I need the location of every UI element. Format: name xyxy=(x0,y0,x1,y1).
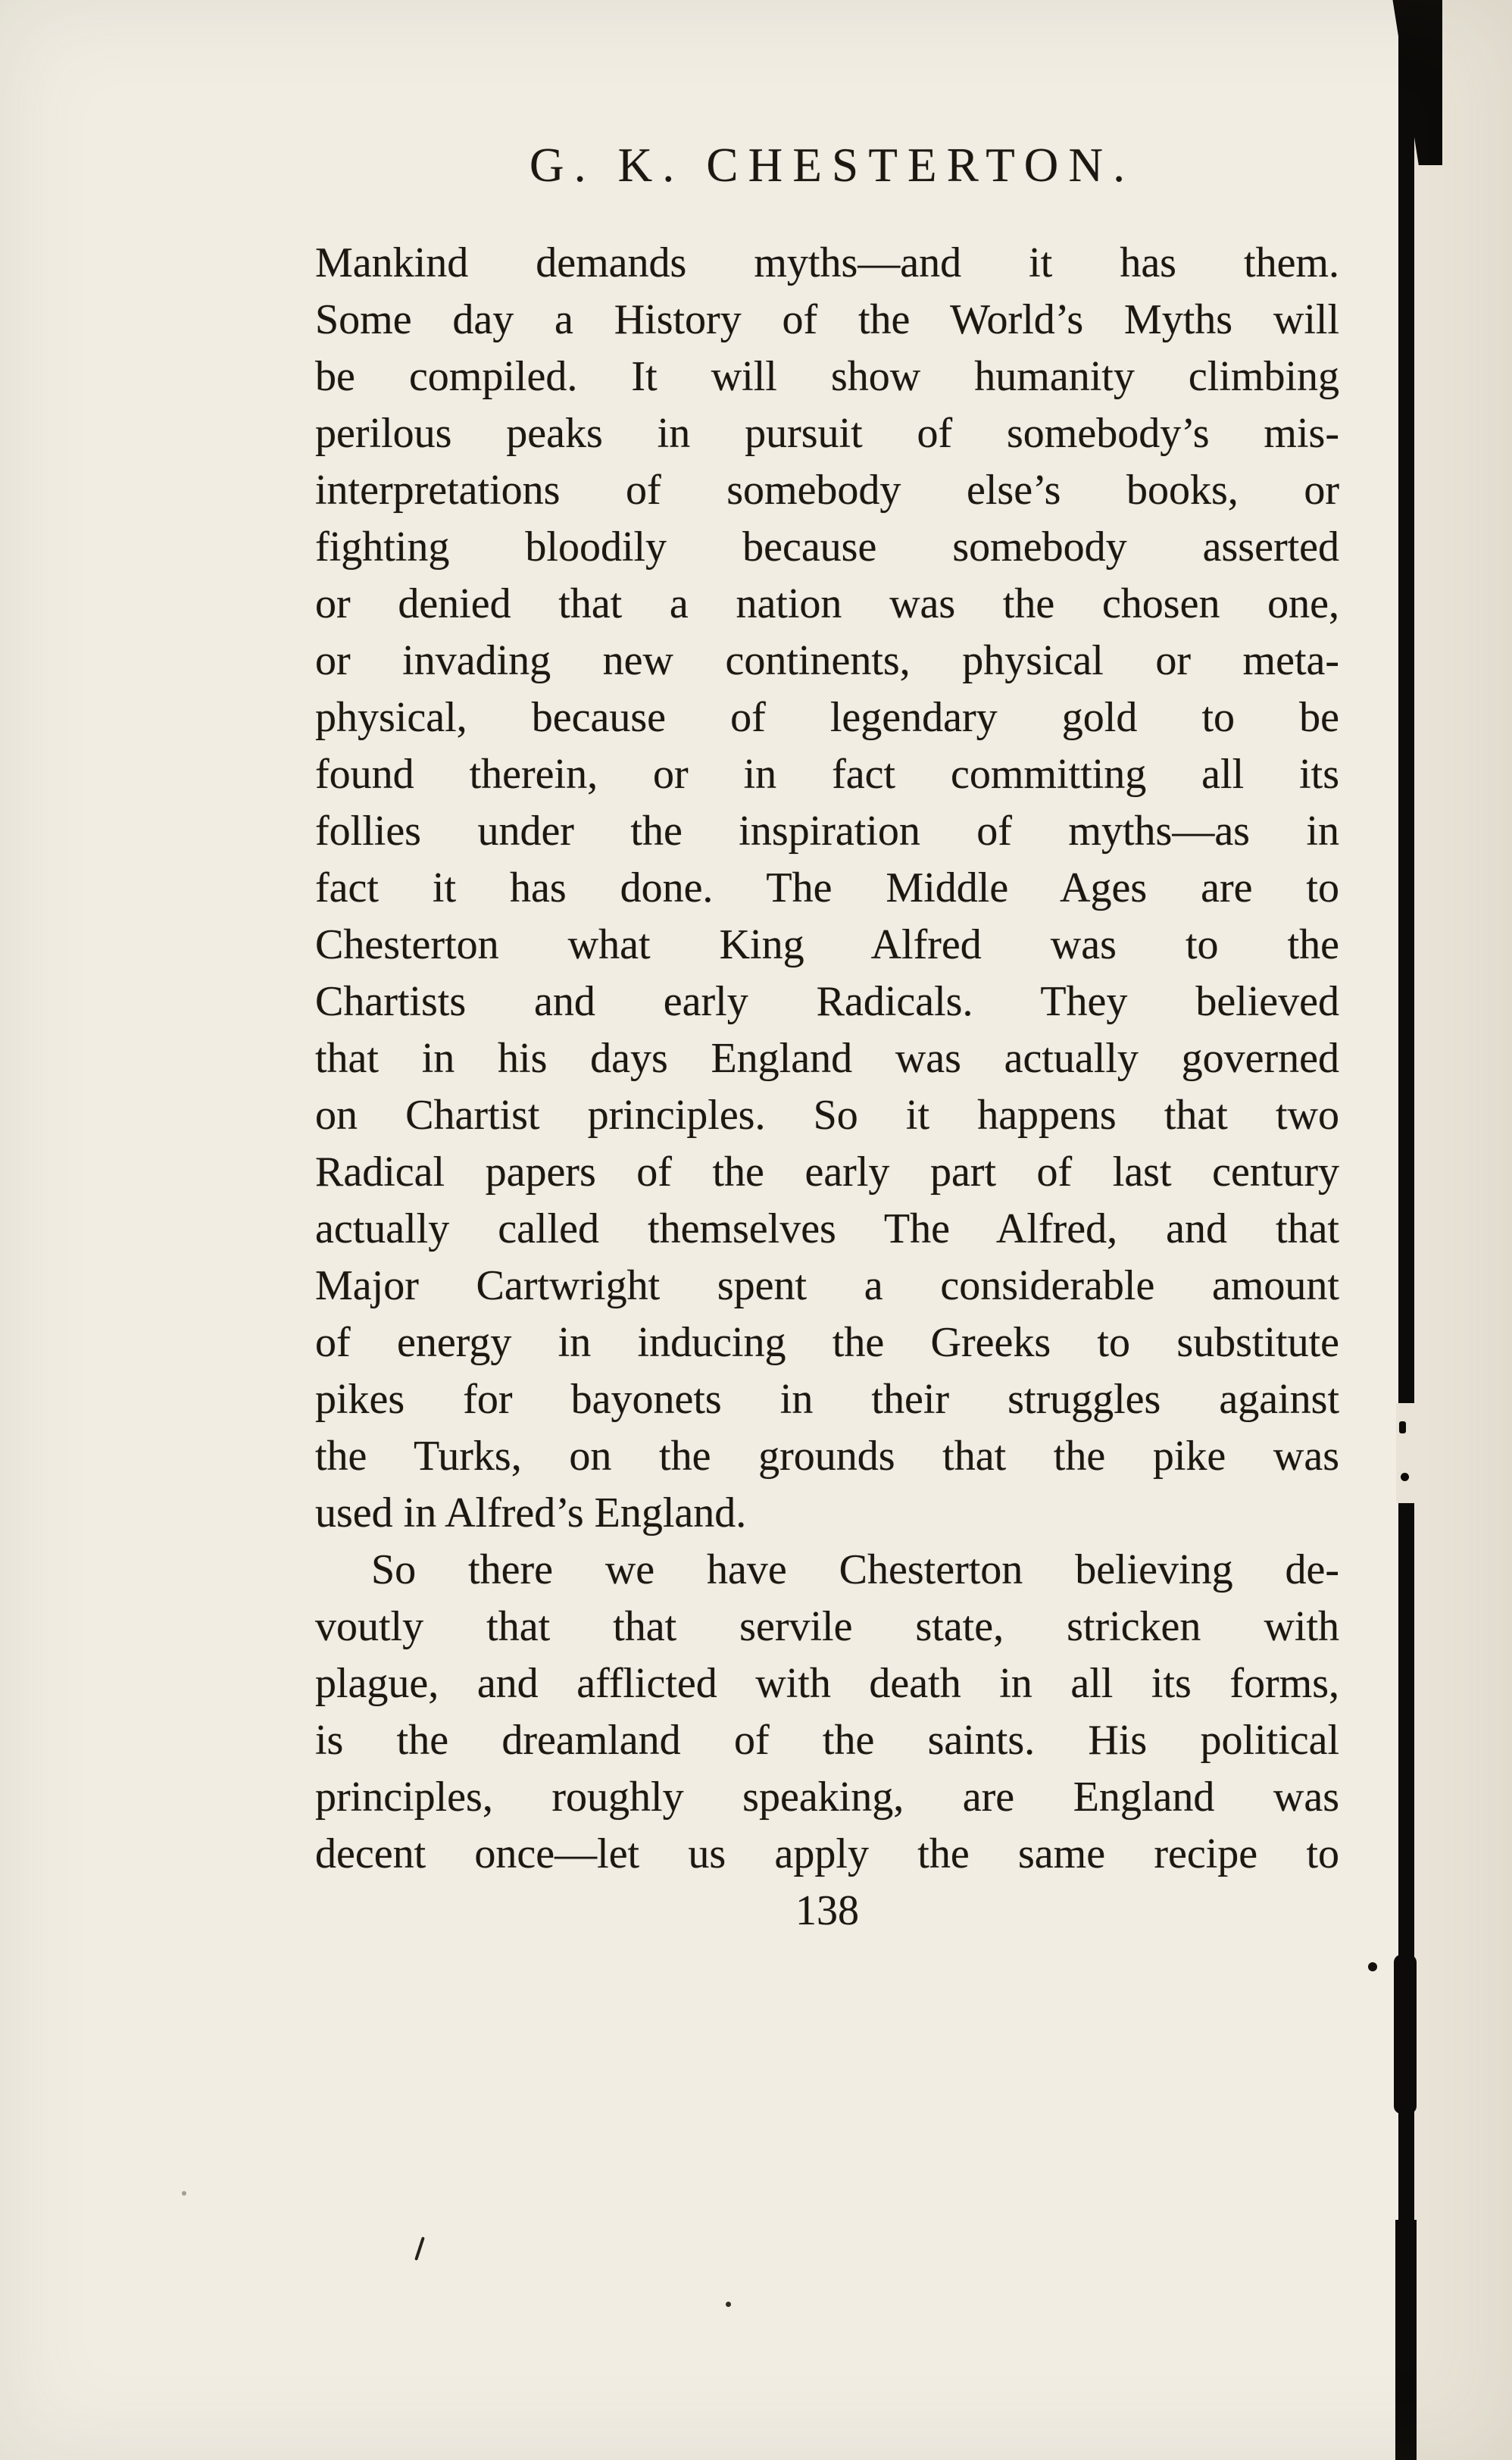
text-line: on Chartist principles. So it happens that two xyxy=(315,1092,1339,1139)
page-number: 138 xyxy=(795,1887,859,1934)
scan-artifact xyxy=(414,2237,425,2261)
text-line: follies under the inspiration of myths—as in xyxy=(315,808,1339,855)
text-line: perilous peaks in pursuit of somebody’s mis- xyxy=(315,410,1339,457)
text-line: fact it has done. The Middle Ages are to xyxy=(315,864,1339,911)
text-line: physical, because of legendary gold to be xyxy=(315,694,1339,741)
text-line: of energy in inducing the Greeks to substitute xyxy=(315,1319,1339,1366)
page-edge-strip xyxy=(1414,0,1512,2460)
text-line: fighting bloodily because somebody asserted xyxy=(315,524,1339,570)
text-line: interpretations of somebody else’s books, or xyxy=(315,467,1339,514)
scan-band-blob xyxy=(1395,2220,1417,2460)
text-line: actually called themselves The Alfred, and that xyxy=(315,1205,1339,1252)
scan-band-blob xyxy=(1394,1955,1417,2114)
scan-artifact xyxy=(1401,1473,1409,1481)
scan-artifact xyxy=(182,2191,186,2196)
text-line: Chartists and early Radicals. They believed xyxy=(315,978,1339,1025)
scan-band-gap xyxy=(1396,1403,1417,1503)
text-line: is the dreamland of the saints. His political xyxy=(315,1717,1339,1764)
text-line: pikes for bayonets in their struggles against xyxy=(315,1376,1339,1423)
text-line: Some day a History of the World’s Myths will xyxy=(315,296,1339,343)
text-line: or denied that a nation was the chosen one, xyxy=(315,580,1339,627)
text-line: used in Alfred’s England. xyxy=(315,1489,747,1536)
text-line: decent once—let us apply the same recipe to xyxy=(315,1830,1339,1877)
text-line: Major Cartwright spent a considerable amount xyxy=(315,1262,1339,1309)
text-line: voutly that that servile state, stricken with xyxy=(315,1603,1339,1650)
page-header: G. K. CHESTERTON. xyxy=(529,139,1136,192)
text-line: principles, roughly speaking, are England was xyxy=(315,1774,1339,1821)
text-line: So there we have Chesterton believing de- xyxy=(371,1546,1339,1593)
text-line: Mankind demands myths—and it has them. xyxy=(315,239,1339,286)
scan-artifact xyxy=(726,2302,731,2307)
text-line: or invading new continents, physical or meta- xyxy=(315,637,1339,684)
text-line: the Turks, on the grounds that the pike was xyxy=(315,1433,1339,1480)
text-line: found therein, or in fact committing all its xyxy=(315,751,1339,798)
text-line: that in his days England was actually governed xyxy=(315,1035,1339,1082)
scan-artifact xyxy=(1399,1421,1406,1433)
scan-artifact xyxy=(1368,1962,1377,1971)
text-line: Chesterton what King Alfred was to the xyxy=(315,921,1339,968)
text-block xyxy=(315,235,1339,1940)
text-line: be compiled. It will show humanity climbing xyxy=(315,353,1339,400)
text-line: Radical papers of the early part of last century xyxy=(315,1149,1339,1196)
text-line: plague, and afflicted with death in all its forms, xyxy=(315,1660,1339,1707)
